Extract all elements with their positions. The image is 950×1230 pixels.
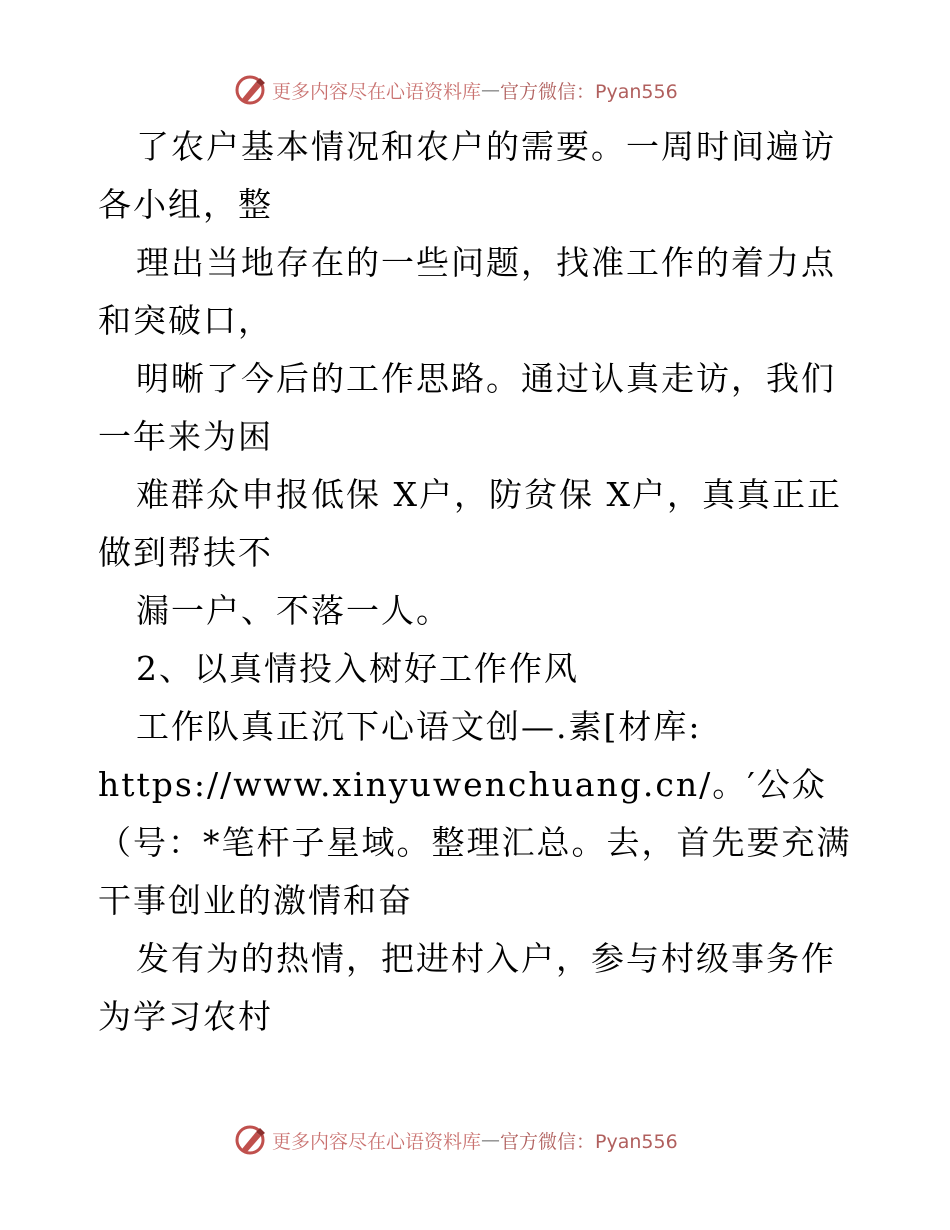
watermark-separator: —	[481, 79, 501, 101]
pen-logo-icon	[234, 1123, 268, 1157]
watermark-wechat: 官方微信：Pyan556	[500, 80, 678, 103]
paragraph: 理出当地存在的一些问题，找准工作的着力点和突破口，	[98, 243, 836, 340]
paragraph: 难群众申报低保 X户，防贫保 X户，真真正正做到帮扶不	[98, 475, 842, 572]
watermark-brand: 更多内容尽在心语资料库	[272, 80, 482, 103]
document-body	[98, 118, 858, 1046]
section-heading: 2、以真情投入树好工作作风	[136, 649, 579, 688]
footer-watermark	[234, 1122, 678, 1158]
paragraph-url-line: https://www.xinyuwenchuang.cn/。′公众（号：*笔杆子星域。整理汇总。去，首先要充满干事创业的激情和奋	[98, 765, 852, 920]
paragraph: 漏一户、不落一人。	[136, 591, 451, 630]
paragraph: 了农户基本情况和农户的需要。一周时间遍访各小组，整	[98, 127, 836, 224]
paragraph: 明晰了今后的工作思路。通过认真走访，我们一年来为困	[98, 359, 836, 456]
pen-logo-icon	[234, 73, 268, 107]
header-watermark	[234, 72, 678, 108]
watermark-separator: —	[481, 1129, 501, 1151]
paragraph: 发有为的热情，把进村入户，参与村级事务作为学习农村	[98, 939, 836, 1036]
watermark-wechat: 官方微信：Pyan556	[500, 1130, 678, 1153]
watermark-brand: 更多内容尽在心语资料库	[272, 1130, 482, 1153]
paragraph: 工作队真正沉下心语文创—.素[材库:	[136, 707, 702, 746]
